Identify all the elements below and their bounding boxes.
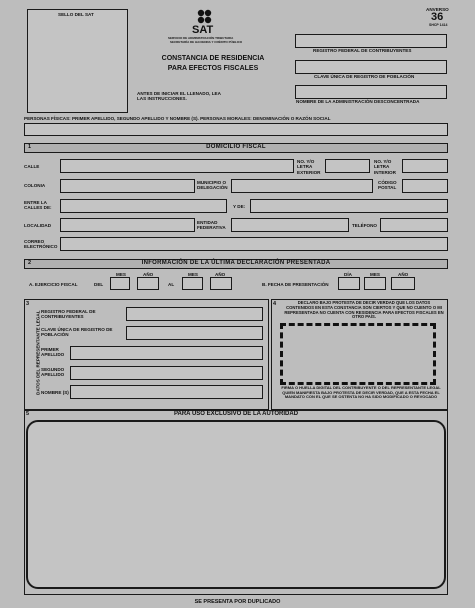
no-ext-input[interactable] <box>325 159 370 173</box>
correo-input[interactable] <box>60 237 448 251</box>
del-mes-input[interactable] <box>110 277 130 290</box>
rep-rfc-label: REGISTRO FEDERAL DE CONTRIBUYENTES <box>41 309 96 320</box>
section1-title: DOMICILIO FISCAL <box>206 144 266 150</box>
section5-title: PARA USO EXCLUSIVO DE LA AUTORIDAD <box>173 411 299 417</box>
telefono-input[interactable] <box>380 218 448 232</box>
al-anio-input[interactable] <box>210 277 232 290</box>
rfc-label: REGISTRO FEDERAL DE CONTRIBUYENTES <box>313 48 412 53</box>
instructions-text: ANTES DE INICIAR EL LLENADO, LEA LAS INSTRUCCIONES. <box>137 91 221 102</box>
section3-number: 3 <box>26 301 30 307</box>
curp-input[interactable] <box>295 60 447 74</box>
section5-number: 5 <box>26 411 30 417</box>
signature-caption: FIRMA O HUELLA DIGITAL DEL CONTRIBUYENTE O DEL REPRESENTANTE LEGAL QUIEN MANIFIESTA BAJO PROTESTA DE DECIR VERDAD, QUE A ESTA FECHA EL MANDATO CON EL QUE SE OSTENTA NO HA SIDO MODIFICADO O REVOCADO <box>281 385 441 400</box>
section2-header <box>24 259 448 269</box>
rfc-input[interactable] <box>295 34 447 48</box>
sello-box[interactable] <box>27 9 128 113</box>
mes-label-1: MES <box>116 272 126 277</box>
anverso-label: ANVERSO <box>426 7 449 12</box>
rep-curp-label: CLAVE ÚNICA DE REGISTRO DE POBLACIÓN <box>41 327 113 338</box>
rep-primer-input[interactable] <box>70 346 263 360</box>
del-anio-input[interactable] <box>137 277 159 290</box>
section1-header <box>24 143 448 153</box>
form-code: SHCP 1414 <box>429 23 448 27</box>
persons-label: PERSONAS FÍSICAS: PRIMER APELLIDO, SEGUNDO APELLIDO Y NOMBRE (S). PERSONAS MORALES: DENOMINACIÓN O RAZÓN SOCIAL <box>24 116 331 121</box>
form-title-2: PARA EFECTOS FISCALES <box>167 65 259 72</box>
y-de-input[interactable] <box>250 199 448 213</box>
entidad-label: ENTIDAD FEDERATIVA <box>197 220 226 231</box>
rep-curp-input[interactable] <box>126 326 263 340</box>
sello-label: SELLO DEL SAT <box>58 12 94 17</box>
al-label: AL <box>168 282 175 287</box>
del-label: DEL <box>94 282 104 287</box>
anio-label-2: AÑO <box>215 272 226 277</box>
authority-use-box[interactable] <box>26 420 446 589</box>
municipio-label: MUNICIPIO O DELEGACIÓN <box>197 180 228 191</box>
rep-segundo-input[interactable] <box>70 366 263 380</box>
colonia-label: COLONIA <box>24 183 46 188</box>
rep-nombre-label: NOMBRE (S) <box>41 390 69 395</box>
form-title-1: CONSTANCIA DE RESIDENCIA <box>161 55 265 62</box>
anio-label-1: AÑO <box>143 272 154 277</box>
localidad-input[interactable] <box>60 218 195 232</box>
cp-label: CÓDIGO POSTAL <box>378 180 397 191</box>
anio-label-3: AÑO <box>398 272 409 277</box>
section2-number: 2 <box>28 260 32 266</box>
section4-number: 4 <box>273 301 277 307</box>
curp-label: CLAVE ÚNICA DE REGISTRO DE POBLACIÓN <box>314 74 415 79</box>
rep-segundo-label: SEGUNDO APELLIDO <box>41 367 65 378</box>
al-mes-input[interactable] <box>182 277 203 290</box>
localidad-label: LOCALIDAD <box>24 223 52 228</box>
entre-input[interactable] <box>60 199 227 213</box>
declaration-text: DECLARO BAJO PROTESTA DE DECIR VERDAD QUE LOS DATOS CONTENIDOS EN ESTA CONSTANCIA SON CIERTOS Y QUE NO CUENTO O MI REPRESENTADA NO CUENTA CON RESIDENCIA PARA EFECTOS FISCALES EN OTRO PAÍS. <box>284 300 444 320</box>
fecha-presentacion-label: B. FECHA DE PRESENTACIÓN <box>262 282 329 287</box>
no-ext-label: NO. Y/O LETRA EXTERIOR <box>297 159 321 175</box>
admin-label: NOMBRE DE LA ADMINISTRACIÓN DESCONCENTRADA <box>296 99 420 104</box>
municipio-input[interactable] <box>231 179 373 193</box>
entidad-input[interactable] <box>231 218 349 232</box>
calle-label: CALLE <box>24 164 40 169</box>
rep-nombre-input[interactable] <box>70 385 263 399</box>
section3-vertical-label: DATOS DEL REPRESENTANTE LEGAL <box>35 310 41 395</box>
mes-label-3: MES <box>370 272 380 277</box>
cp-input[interactable] <box>402 179 448 193</box>
fecha-mes-input[interactable] <box>364 277 386 290</box>
ejercicio-label: A. EJERCICIO FISCAL <box>29 282 78 287</box>
footer-text: SE PRESENTA POR DUPLICADO <box>194 599 281 605</box>
rep-primer-label: PRIMER APELLIDO <box>41 347 65 358</box>
section1-number: 1 <box>28 144 32 150</box>
telefono-label: TELÉFONO <box>352 223 378 228</box>
dia-label: DÍA <box>344 272 352 277</box>
correo-label: CORREO ELECTRÓNICO <box>24 239 58 250</box>
name-input[interactable] <box>24 123 448 136</box>
fecha-dia-input[interactable] <box>338 277 360 290</box>
mes-label-2: MES <box>188 272 198 277</box>
sat-logo-text: SAT <box>192 24 214 36</box>
admin-input[interactable] <box>295 85 447 99</box>
sat-logo-sub2: SECRETARÍA DE HACIENDA Y CRÉDITO PÚBLICO <box>170 40 243 44</box>
form-number: 36 <box>431 11 444 23</box>
entre-label: ENTRE LA CALLES DE: <box>24 200 52 211</box>
signature-box[interactable] <box>280 323 436 385</box>
y-de-label: Y DE: <box>233 204 246 209</box>
calle-input[interactable] <box>60 159 294 173</box>
rep-rfc-input[interactable] <box>126 307 263 321</box>
sat-logo-sub1: SERVICIO DE ADMINISTRACIÓN TRIBUTARIA <box>168 36 234 40</box>
colonia-input[interactable] <box>60 179 195 193</box>
section2-title: INFORMACIÓN DE LA ÚLTIMA DECLARACIÓN PRESENTADA <box>141 260 331 266</box>
fecha-anio-input[interactable] <box>391 277 415 290</box>
no-int-input[interactable] <box>402 159 448 173</box>
no-int-label: NO. Y/O LETRA INTERIOR <box>374 159 396 175</box>
